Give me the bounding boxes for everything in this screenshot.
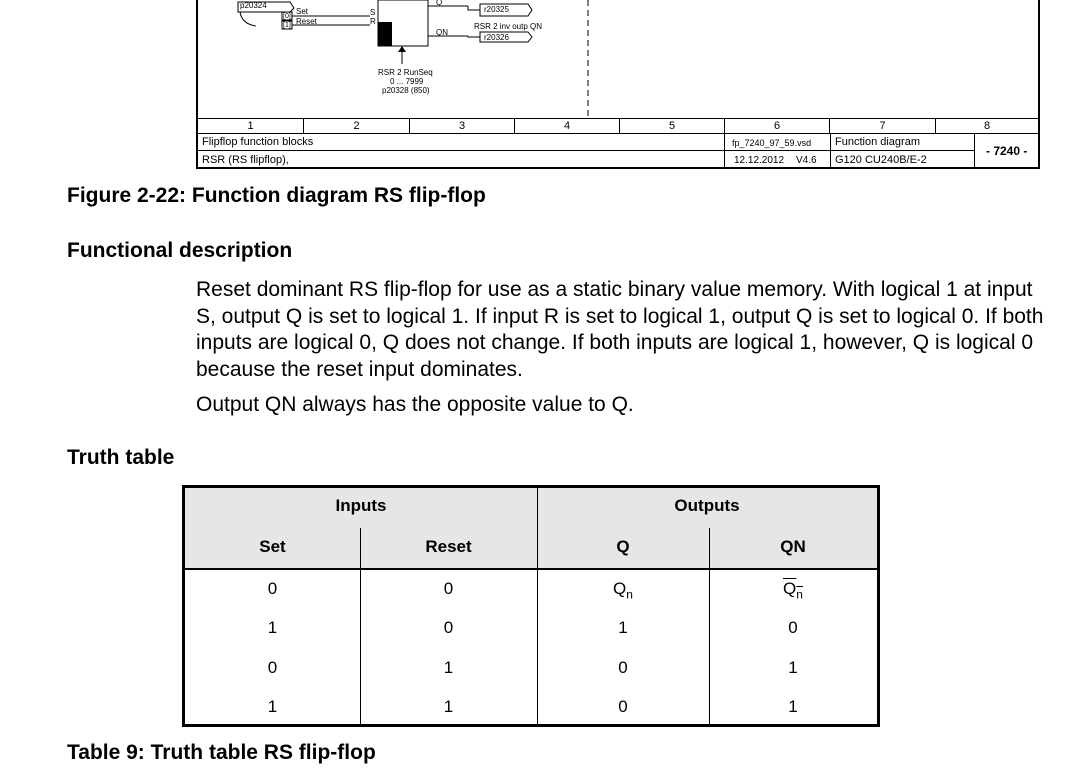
table-cell: 0 xyxy=(618,697,628,716)
title-block-type: Function diagram xyxy=(835,136,920,148)
title-block-file: fp_7240_97_59.vsd xyxy=(732,138,812,148)
description-paragraph: Reset dominant RS flip-flop for use as a static binary value memory. With logical 1 at input S, output Q is set to logical 1. If input R is set to logical 1, output Q is set to logical 0. If both inputs are logical 0, Q does not change. If both inputs are logical 1, however, Q is logical 0 because the reset input dominates. xyxy=(196,278,1044,381)
table-cell: 0 xyxy=(267,658,278,677)
column-number: 1 xyxy=(198,119,304,133)
title-block-number: - 7240 - xyxy=(986,144,1028,158)
qn-output-label: QN xyxy=(436,28,448,37)
group-header-outputs: Outputs xyxy=(674,496,740,515)
column-number: 3 xyxy=(410,119,515,133)
table-caption: Table 9: Truth table RS flip-flop xyxy=(67,741,376,764)
column-header-reset: Reset xyxy=(425,537,472,556)
title-block-line2: RSR (RS flipflop), xyxy=(202,154,289,166)
bracket-zero: [0] xyxy=(283,13,291,20)
column-number: 6 xyxy=(725,119,830,133)
section-heading-truth-table: Truth table xyxy=(67,446,175,469)
table-cell: 1 xyxy=(443,697,454,716)
bracket-one: [1] xyxy=(283,22,291,29)
column-header-q: Q xyxy=(616,537,630,556)
title-block-date: 12.12.2012 xyxy=(734,155,785,166)
table-cell-qn-prev-inverted xyxy=(709,579,877,601)
subscript-n: n xyxy=(796,587,803,602)
table-cell: 1 xyxy=(443,658,454,677)
table-cell: 0 xyxy=(443,618,454,637)
q-symbol: $\overline{Q}$ xyxy=(783,579,797,598)
table-cell: 0 xyxy=(267,579,278,598)
s-input-label: S xyxy=(370,8,376,17)
table-cell: 1 xyxy=(788,658,798,677)
table-cell-qn-prev xyxy=(537,579,709,601)
column-header-qn: QN xyxy=(780,537,806,556)
section-heading-functional-description: Functional description xyxy=(67,239,293,262)
table-cell: 1 xyxy=(788,697,798,716)
param-r20326: r20326 xyxy=(484,33,509,42)
column-number-row xyxy=(198,118,1038,133)
runseq-range: 0 ... 7999 xyxy=(390,77,424,86)
column-header-set: Set xyxy=(259,537,286,556)
title-block-line1: Flipflop function blocks xyxy=(202,136,314,148)
column-number: 7 xyxy=(830,119,936,133)
table-cell: 0 xyxy=(788,618,798,637)
reset-label: Reset xyxy=(296,17,317,26)
runseq-param: p20328 (850) xyxy=(382,86,430,95)
table-cell: 0 xyxy=(618,658,628,677)
set-label: Set xyxy=(296,7,309,16)
param-p20324: p20324 xyxy=(240,1,267,10)
column-number: 8 xyxy=(983,120,991,132)
title-block-device: G120 CU240B/E-2 xyxy=(835,154,927,166)
table-cell: 1 xyxy=(267,697,278,716)
group-header-inputs: Inputs xyxy=(335,496,387,515)
diagram-lines xyxy=(198,0,1038,118)
q-symbol: Q xyxy=(613,579,627,598)
truth-table xyxy=(182,485,880,727)
title-block-version: V4.6 xyxy=(796,155,817,166)
param-r20325: r20325 xyxy=(484,5,509,14)
table-cell: 1 xyxy=(267,618,278,637)
subscript-n: n xyxy=(626,587,633,602)
table-cell: 0 xyxy=(443,579,454,598)
r-input-label: R xyxy=(370,17,376,26)
description-paragraph-qn: Output QN always has the opposite value to Q. xyxy=(196,393,634,416)
inv-output-label: RSR 2 inv outp QN xyxy=(474,22,543,31)
function-diagram xyxy=(196,0,1040,169)
table-cell: 1 xyxy=(618,618,628,637)
column-number: 2 xyxy=(304,119,410,133)
q-output-label: Q xyxy=(436,0,443,7)
column-number: 4 xyxy=(515,119,620,133)
runseq-label: RSR 2 RunSeq xyxy=(378,68,433,77)
figure-caption: Figure 2-22: Function diagram RS flip-flop xyxy=(67,184,486,207)
column-number: 5 xyxy=(620,119,725,133)
